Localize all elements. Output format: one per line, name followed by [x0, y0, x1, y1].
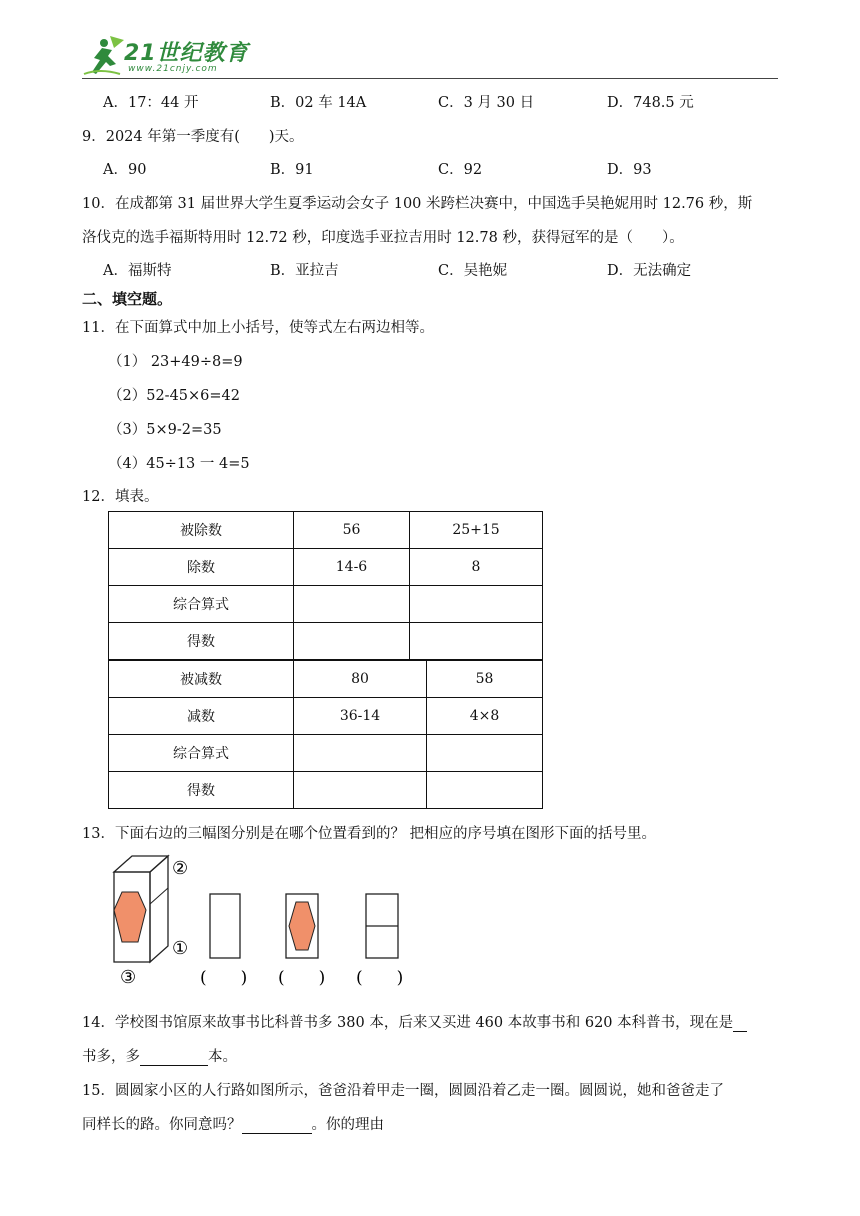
q10-option-c: C．吴艳妮 [438, 263, 508, 279]
logo [80, 34, 250, 80]
answer-bracket-1[interactable]: ( ) [200, 968, 248, 988]
logo-url: www.21cnjy.com [128, 64, 218, 74]
q10-option-a: A．福斯特 [103, 263, 172, 279]
q15-line1: 15．圆圆家小区的人行路如图所示，爸爸沿着甲走一圈，圆圆沿着乙走一圈。圆圆说，她和爸爸走了 [82, 1083, 724, 1099]
view-figure-1 [210, 894, 240, 958]
q9-option-a: A．90 [103, 162, 147, 178]
q14-text: 书多，多 [82, 1049, 140, 1065]
table-cell: 14-6 [294, 549, 410, 586]
table-cell: 25+15 [410, 512, 543, 549]
q8-option-b: B．02 车 14A [270, 95, 367, 111]
q10-option-b: B．亚拉吉 [270, 263, 339, 279]
table-cell: 被除数 [109, 512, 294, 549]
view-figure-3 [366, 894, 398, 958]
table-row [109, 512, 543, 549]
q10-option-d: D．无法确定 [607, 263, 692, 279]
q9-stem: 9．2024 年第一季度有( )天。 [82, 129, 304, 145]
table-cell: 36-14 [294, 698, 427, 735]
answer-cell[interactable] [410, 623, 543, 660]
q15-text: 。你的理由 [311, 1117, 384, 1133]
table-cell: 4×8 [427, 698, 543, 735]
position-label-2: ② [172, 858, 189, 879]
division-table [108, 511, 543, 660]
q14-text: 14．学校图书馆原来故事书比科普书多 380 本，后来又买进 460 本故事书和 620 本科普书，现在是 [82, 1015, 734, 1031]
table-row [109, 623, 543, 660]
answer-blank[interactable] [242, 1117, 312, 1134]
table-cell: 80 [294, 661, 427, 698]
subtraction-table [108, 660, 543, 809]
header-divider [82, 78, 778, 79]
q9-option-d: D．93 [607, 162, 652, 178]
q11-item: （3）5×9-2=35 [108, 422, 222, 438]
answer-cell[interactable] [294, 735, 427, 772]
table-cell: 除数 [109, 549, 294, 586]
position-label-3: ③ [120, 967, 137, 988]
q15-text: 同样长的路。你同意吗？ [82, 1117, 242, 1133]
table-row [109, 549, 543, 586]
answer-blank[interactable] [733, 1015, 747, 1032]
table-cell: 得数 [109, 623, 294, 660]
table-cell: 8 [410, 549, 543, 586]
answer-cell[interactable] [427, 772, 543, 809]
answer-bracket-2[interactable]: ( ) [278, 968, 326, 988]
q11-item: （1） 23+49÷8=9 [108, 354, 243, 370]
table-cell: 综合算式 [109, 586, 294, 623]
section-title: 二、填空题。 [82, 290, 173, 308]
answer-cell[interactable] [294, 623, 410, 660]
q8-option-c: C．3 月 30 日 [438, 95, 535, 111]
q8-option-d: D．748.5 元 [607, 95, 694, 111]
table-cell: 被减数 [109, 661, 294, 698]
table-cell: 综合算式 [109, 735, 294, 772]
table-cell: 得数 [109, 772, 294, 809]
q15-line2 [82, 1113, 384, 1134]
logo-text: 21世纪教育 [124, 41, 249, 66]
answer-cell[interactable] [294, 586, 410, 623]
q11-stem: 11．在下面算式中加上小括号，使等式左右两边相等。 [82, 320, 434, 336]
q14-text: 本。 [208, 1049, 237, 1065]
table-cell: 56 [294, 512, 410, 549]
answer-blank[interactable] [140, 1049, 208, 1066]
table-cell: 减数 [109, 698, 294, 735]
table-row [109, 698, 543, 735]
answer-cell[interactable] [294, 772, 427, 809]
q8-option-a: A．17：44 开 [103, 95, 199, 111]
view-figure-2 [286, 894, 318, 958]
q9-option-c: C．92 [438, 162, 483, 178]
table-cell: 58 [427, 661, 543, 698]
q10-stem-line1: 10．在成都第 31 届世界大学生夏季运动会女子 100 米跨栏决赛中，中国选手吴艳妮用时 12.76 秒，斯 [82, 196, 753, 212]
table-row [109, 772, 543, 809]
answer-cell[interactable] [427, 735, 543, 772]
q12-stem: 12．填表。 [82, 489, 159, 505]
table-row [109, 661, 543, 698]
runner-icon [80, 34, 126, 78]
table-row [109, 735, 543, 772]
q11-item: （4）45÷13 一 4=5 [108, 456, 250, 472]
q14-line2 [82, 1045, 237, 1066]
position-label-1: ① [172, 938, 189, 959]
q13-stem: 13．下面右边的三幅图分别是在哪个位置看到的？ 把相应的序号填在图形下面的括号里。 [82, 826, 657, 842]
table-row [109, 586, 543, 623]
q14-line1 [82, 1011, 747, 1032]
answer-cell[interactable] [410, 586, 543, 623]
q13-figure [100, 850, 420, 990]
q10-stem-line2: 洛伐克的选手福斯特用时 12.72 秒，印度选手亚拉吉用时 12.78 秒，获得冠军的是（ ）。 [82, 230, 684, 246]
q9-option-b: B．91 [270, 162, 314, 178]
q11-item: （2）52-45×6=42 [108, 388, 241, 404]
answer-bracket-3[interactable]: ( ) [356, 968, 404, 988]
cuboid-drawing [114, 856, 168, 962]
